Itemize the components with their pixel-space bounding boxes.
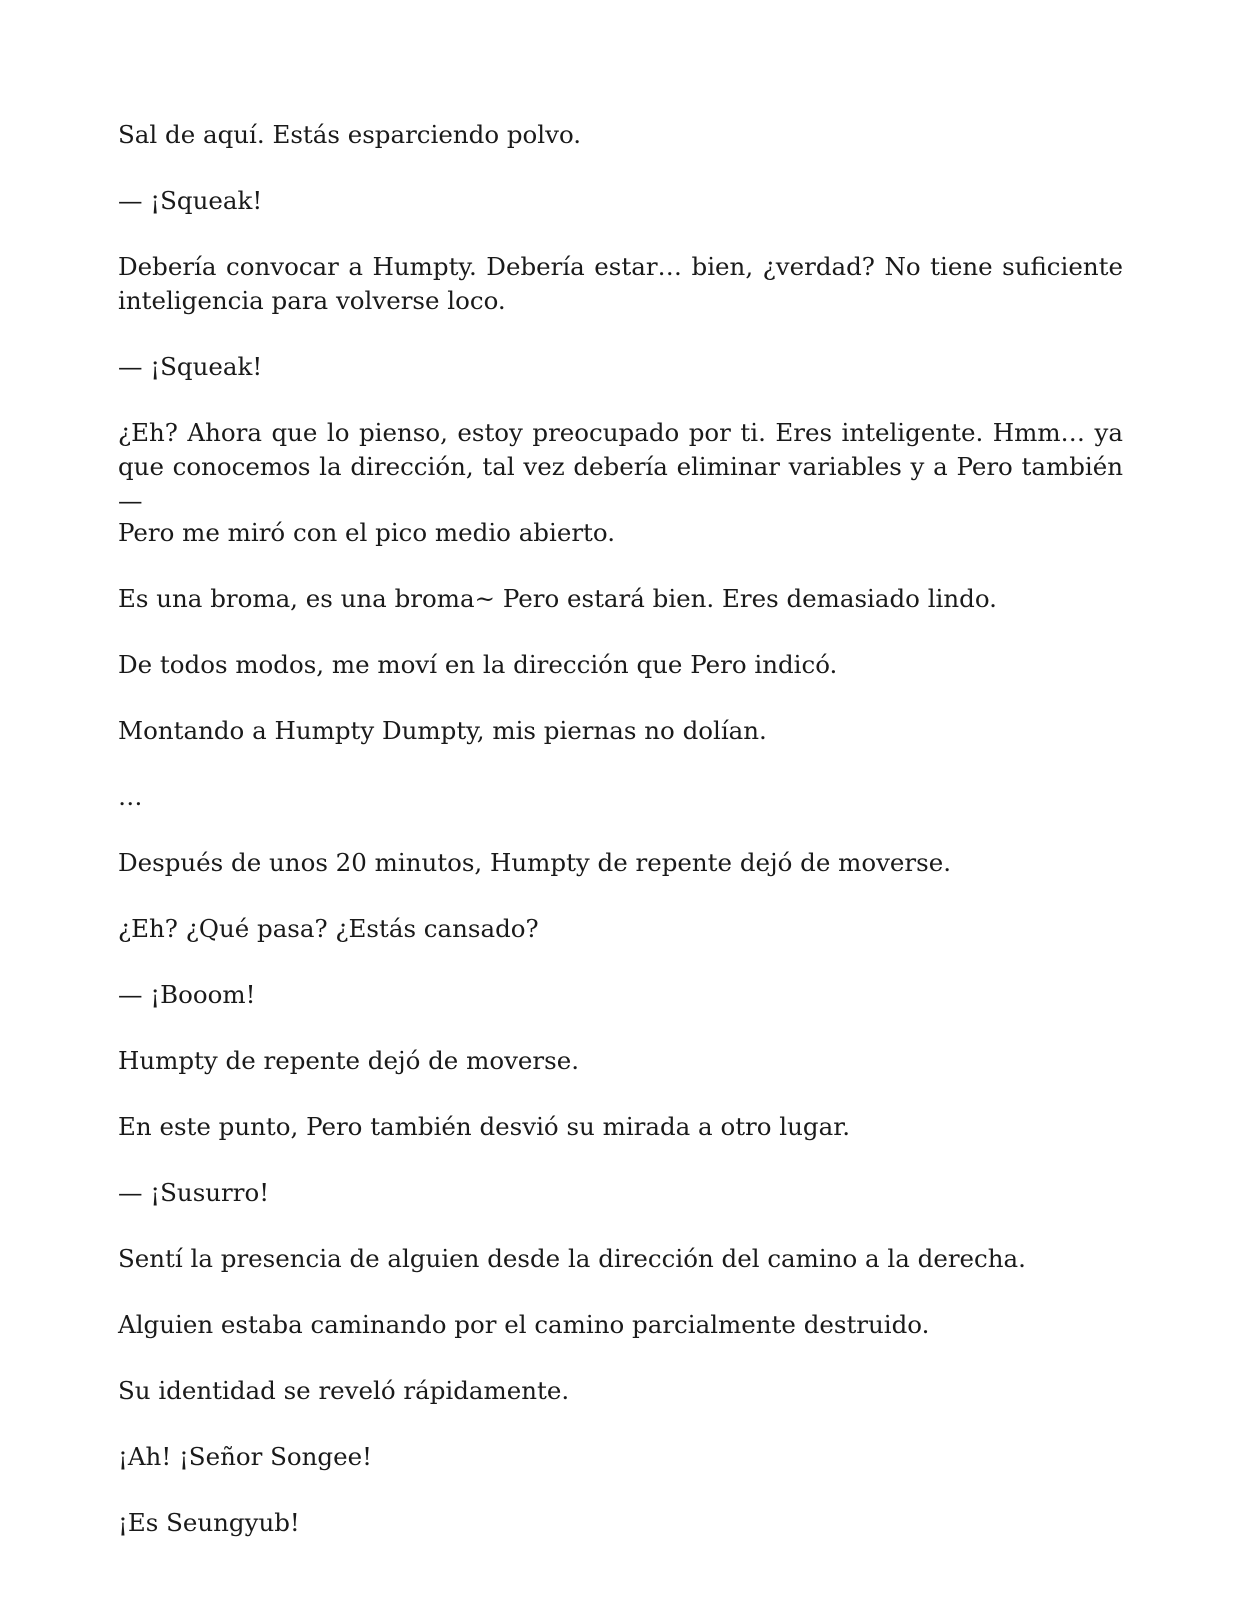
paragraph: Pero me miró con el pico medio abierto.: [118, 518, 615, 547]
paragraph: De todos modos, me moví en la dirección que Pero indicó.: [118, 650, 838, 679]
paragraph: Humpty de repente dejó de moverse.: [118, 1046, 579, 1075]
paragraph: Alguien estaba caminando por el camino parcialmente destruido.: [118, 1310, 930, 1339]
paragraph: Debería convocar a Humpty. Debería estar… bien, ¿verdad? No tiene suficiente inteligencia para volverse loco.: [118, 252, 1123, 315]
paragraph: ¿Eh? ¿Qué pasa? ¿Estás cansado?: [118, 914, 539, 943]
paragraph: — ¡Squeak!: [118, 186, 263, 215]
paragraph: En este punto, Pero también desvió su mirada a otro lugar.: [118, 1112, 850, 1141]
paragraph: ¡Ah! ¡Señor Songee!: [118, 1442, 372, 1471]
paragraph: Sal de aquí. Estás esparciendo polvo.: [118, 120, 582, 149]
paragraph: ¿Eh? Ahora que lo pienso, estoy preocupado por ti. Eres inteligente. Hmm… ya que conocemos la dirección, tal vez debería eliminar variables y a Pero también—: [118, 418, 1123, 515]
paragraph: Sentí la presencia de alguien desde la dirección del camino a la derecha.: [118, 1244, 1026, 1273]
paragraph: — ¡Booom!: [118, 980, 256, 1009]
paragraph: ¡Es Seungyub!: [118, 1508, 300, 1537]
paragraph: — ¡Susurro!: [118, 1178, 270, 1207]
paragraph: Después de unos 20 minutos, Humpty de repente dejó de moverse.: [118, 848, 951, 877]
paragraph: Su identidad se reveló rápidamente.: [118, 1376, 570, 1405]
paragraph: …: [118, 782, 143, 811]
paragraph: — ¡Squeak!: [118, 352, 263, 381]
paragraph: Es una broma, es una broma~ Pero estará bien. Eres demasiado lindo.: [118, 584, 997, 613]
paragraph: Montando a Humpty Dumpty, mis piernas no dolían.: [118, 716, 767, 745]
